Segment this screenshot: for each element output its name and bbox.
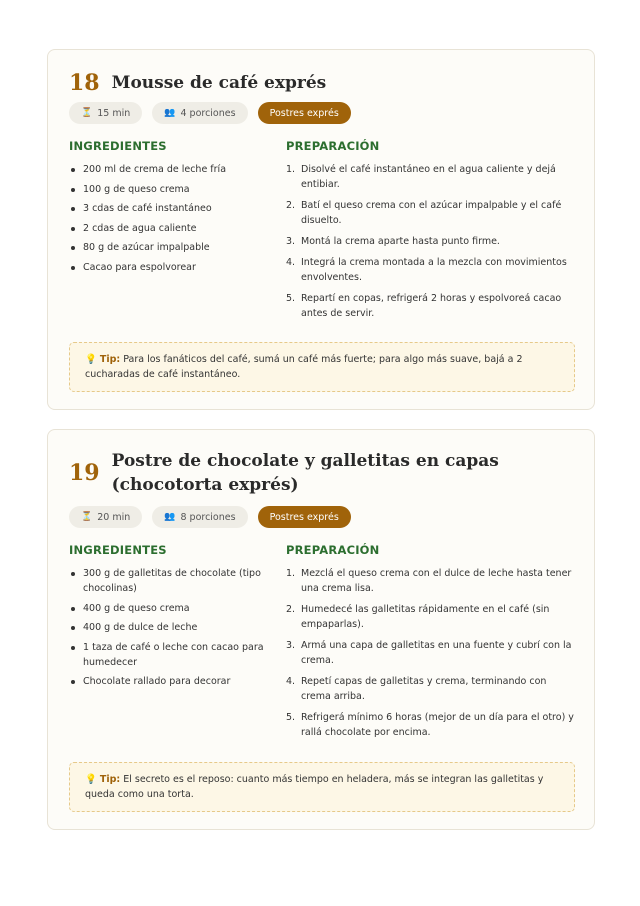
ingredients-list <box>69 162 259 279</box>
time-value: 20 min <box>97 511 131 523</box>
ingredient-item: 200 ml de crema de leche fría <box>69 162 259 177</box>
recipe-meta <box>69 506 361 528</box>
time-chip <box>69 506 142 528</box>
portions-chip <box>152 506 247 528</box>
step-item: 4. Repetí capas de galletitas y crema, terminando con crema arriba. <box>286 676 547 702</box>
timer-icon: ⏳ <box>81 512 93 522</box>
tip-text: El secreto es el reposo: cuanto más tiempo en heladera, más se integran las galletitas y queda como una torta. <box>85 774 544 800</box>
step-item: 5. Refrigerá mínimo 6 horas (mejor de un día para el otro) y rallá chocolate por encima. <box>286 712 574 738</box>
tip-label: Tip: <box>99 354 121 365</box>
tip-label: Tip: <box>99 774 121 785</box>
ingredients-heading: INGREDIENTES <box>69 543 167 557</box>
step-item: 3. Armá una capa de galletitas en una fuente y cubrí con la crema. <box>286 640 572 666</box>
ingredient-item: 400 g de queso crema <box>69 601 264 616</box>
ingredient-item: 100 g de queso crema <box>69 182 259 197</box>
step-item: 1. Mezclá el queso crema con el dulce de leche hasta tener una crema lisa. <box>286 568 572 594</box>
category-tag[interactable]: Postres exprés <box>258 102 351 124</box>
step-text: Armá una capa de galletitas en una fuente y cubrí con la crema. <box>301 640 572 666</box>
recipe-number: 19 <box>69 460 100 486</box>
step-text: Humedecé las galletitas rápidamente en el café (sin empaparlas). <box>301 604 550 630</box>
ingredient-item: 1 taza de café o leche con cacao para humedecer <box>69 640 264 670</box>
ingredient-item: Chocolate rallado para decorar <box>69 674 264 689</box>
preparation-heading: PREPARACIÓN <box>286 543 380 557</box>
recipe-number: 18 <box>69 70 100 96</box>
recipe-card <box>47 429 595 830</box>
step-text: Refrigerá mínimo 6 horas (mejor de un día para el otro) y rallá chocolate por encima. <box>301 712 574 738</box>
step-item: 5. Repartí en copas, refrigerá 2 horas y espolvoreá cacao antes de servir. <box>286 293 562 319</box>
ingredients-list <box>69 566 264 694</box>
ingredient-item: 80 g de azúcar impalpable <box>69 240 259 255</box>
portions-value: 4 porciones <box>180 107 236 119</box>
recipe-meta <box>69 102 361 124</box>
recipe-header <box>69 449 549 497</box>
step-item: 4. Integrá la crema montada a la mezcla con movimientos envolventes. <box>286 257 567 283</box>
step-text: Batí el queso crema con el azúcar impalpable y el café disuelto. <box>301 200 562 226</box>
step-text: Montá la crema aparte hasta punto firme. <box>301 236 500 247</box>
step-item: 3. Montá la crema aparte hasta punto firme. <box>286 236 500 247</box>
ingredient-item: Cacao para espolvorear <box>69 260 259 275</box>
people-icon: 👥 <box>164 108 176 118</box>
time-value: 15 min <box>97 107 131 119</box>
step-item: 2. Humedecé las galletitas rápidamente en el café (sin empaparlas). <box>286 604 550 630</box>
time-chip <box>69 102 142 124</box>
tip-box <box>69 762 575 812</box>
preparation-list <box>286 566 576 746</box>
people-icon: 👥 <box>164 512 176 522</box>
ingredients-heading: INGREDIENTES <box>69 139 167 153</box>
step-text: Repetí capas de galletitas y crema, terminando con crema arriba. <box>301 676 547 702</box>
step-item: 2. Batí el queso crema con el azúcar impalpable y el café disuelto. <box>286 200 562 226</box>
preparation-list <box>286 162 571 327</box>
step-text: Mezclá el queso crema con el dulce de leche hasta tener una crema lisa. <box>301 568 572 594</box>
ingredient-item: 300 g de galletitas de chocolate (tipo chocolinas) <box>69 566 264 596</box>
preparation-heading: PREPARACIÓN <box>286 139 380 153</box>
recipe-header <box>69 70 326 96</box>
portions-chip <box>152 102 247 124</box>
timer-icon: ⏳ <box>81 108 93 118</box>
ingredient-item: 2 cdas de agua caliente <box>69 221 259 236</box>
step-item: 1. Disolvé el café instantáneo en el agua caliente y dejá entibiar. <box>286 164 556 190</box>
recipe-title: Postre de chocolate y galletitas en capas (chocotorta exprés) <box>111 451 499 495</box>
recipe-card <box>47 49 595 410</box>
step-text: Integrá la crema montada a la mezcla con movimientos envolventes. <box>301 257 567 283</box>
lightbulb-icon: 💡 <box>85 774 97 785</box>
ingredient-item: 3 cdas de café instantáneo <box>69 201 259 216</box>
tip-text: Para los fanáticos del café, sumá un café más fuerte; para algo más suave, bajá a 2 cucharadas de café instantáneo. <box>85 354 523 380</box>
category-tag[interactable]: Postres exprés <box>258 506 351 528</box>
step-text: Disolvé el café instantáneo en el agua caliente y dejá entibiar. <box>301 164 556 190</box>
ingredient-item: 400 g de dulce de leche <box>69 620 264 635</box>
tip-box <box>69 342 575 392</box>
step-text: Repartí en copas, refrigerá 2 horas y espolvoreá cacao antes de servir. <box>301 293 562 319</box>
lightbulb-icon: 💡 <box>85 354 97 365</box>
recipe-title: Mousse de café exprés <box>111 73 327 93</box>
portions-value: 8 porciones <box>180 511 236 523</box>
